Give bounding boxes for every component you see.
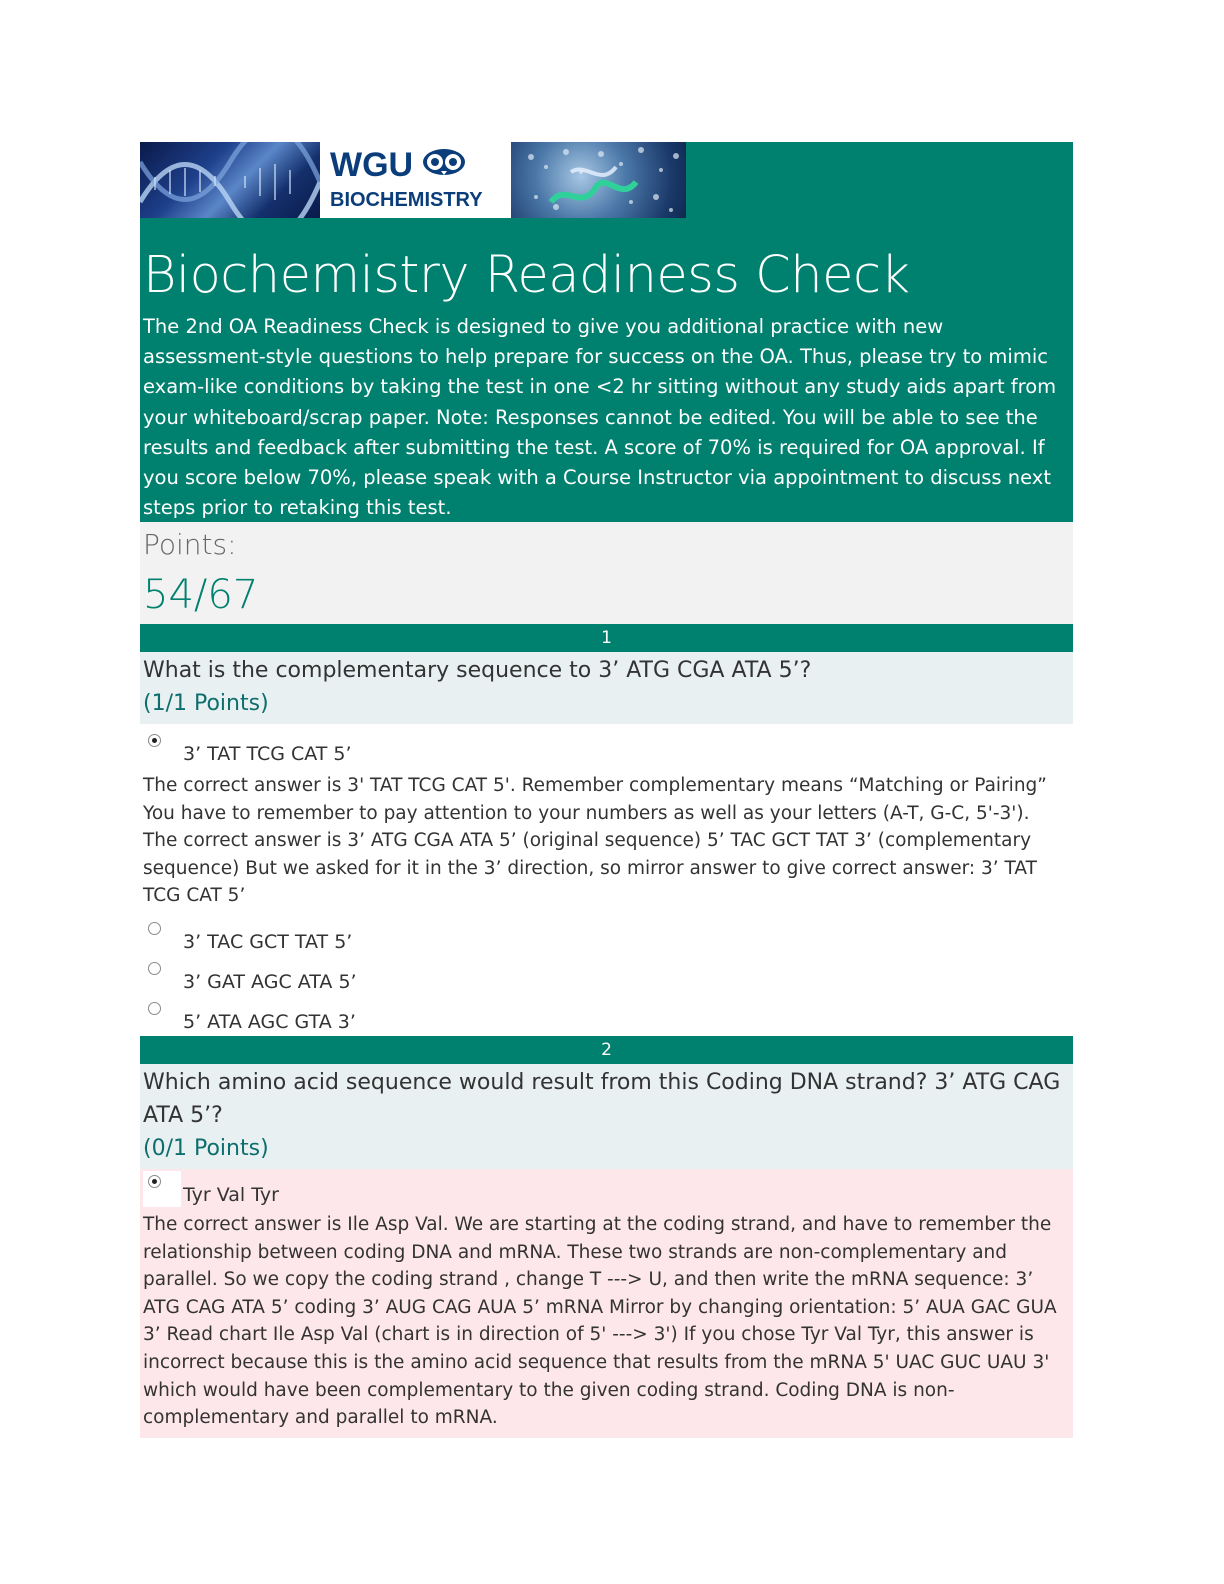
answer-feedback: The correct answer is 3' TAT TCG CAT 5'. Remember complementary means “Matching or Pairing” You have to remember to pay attention to your numbers as well as your letters (A-T, G-C, 5'-3'). The correct answer is 3’ ATG CGA ATA 5’ (original sequence) 5’ TAC GCT TAT 3’ (complementary sequence) But we asked for it in the 3’ direction, so mirror answer to give correct answer: 3’ TAT TCG CAT 5’ xyxy=(143,775,1047,907)
readiness-check-page xyxy=(140,142,1073,1438)
radio-button[interactable] xyxy=(148,922,161,935)
answer-label: 3’ GAT AGC ATA 5’ xyxy=(183,970,357,993)
radio-button[interactable] xyxy=(148,1002,161,1015)
question-1 xyxy=(140,624,1073,1036)
radio-button-selected[interactable] xyxy=(148,734,161,747)
answer-options xyxy=(140,724,1073,1036)
question-points: (0/1 Points) xyxy=(143,1135,269,1161)
owl-icon xyxy=(421,147,467,183)
answer-label: 3’ TAC GCT TAT 5’ xyxy=(183,930,353,953)
points-label: Points: xyxy=(143,528,237,561)
question-text: Which amino acid sequence would result from this Coding DNA strand? 3’ ATG CAG ATA 5’? xyxy=(143,1069,1061,1128)
question-number: 1 xyxy=(140,624,1073,652)
answer-label: 3’ TAT TCG CAT 5’ xyxy=(183,743,352,765)
intro-text: The 2nd OA Readiness Check is designed to give you additional practice with new assessment-style questions to help prepare for success on the OA. Thus, please try to mimic exam-like conditions by taking the test in one <2 hr sitting without any study aids apart from your whiteboard/scrap paper. Note: Responses cannot be edited. You will be able to see the results and feedback after submitting the test. A score of 70% is required for OA approval. If you score below 70%, please speak with a Course Instructor via appointment to discuss next steps prior to retaking this test. xyxy=(143,315,1057,520)
question-header xyxy=(140,1064,1073,1169)
wgu-logo-subtext: BIOCHEMISTRY xyxy=(330,189,483,211)
answer-option[interactable] xyxy=(140,996,1073,1036)
answer-option[interactable] xyxy=(140,916,1073,956)
header xyxy=(140,142,1073,522)
question-number: 2 xyxy=(140,1036,1073,1064)
answer-option-incorrect[interactable] xyxy=(140,1169,1073,1438)
dna-helix-image xyxy=(140,142,320,218)
points-value: 54/67 xyxy=(143,572,259,618)
wgu-logo-text: WGU xyxy=(330,146,414,184)
question-header xyxy=(140,652,1073,724)
wgu-banner xyxy=(140,142,686,218)
question-text: What is the complementary sequence to 3’ ATG CGA ATA 5’? xyxy=(143,658,812,683)
answer-options xyxy=(140,1169,1073,1438)
answer-option[interactable] xyxy=(140,956,1073,996)
protein-structure-image xyxy=(511,142,686,218)
radio-button-selected[interactable] xyxy=(148,1175,161,1188)
answer-option[interactable] xyxy=(140,728,1073,916)
page-title: Biochemistry Readiness Check xyxy=(143,246,910,305)
wgu-logo xyxy=(320,142,511,218)
answer-label: Tyr Val Tyr xyxy=(183,1183,279,1206)
answer-label: 5’ ATA AGC GTA 3’ xyxy=(183,1010,356,1033)
answer-feedback: The correct answer is Ile Asp Val. We are starting at the coding strand, and have to remember the relationship between coding DNA and mRNA. These two strands are non-complementary and parallel. So we copy the coding strand , change T ---> U, and then write the mRNA sequence: 3’ ATG CAG ATA 5’ coding 3’ AUG CAG AUA 5’ mRNA Mirror by changing orientation: 5’ AUA GAC GUA 3’ Read chart Ile Asp Val (chart is in direction of 5' ---> 3') If you chose Tyr Val Tyr, this answer is incorrect because this is the amino acid sequence that results from the mRNA 5' UAC GUC UAU 3' which would have been complementary to the given coding strand. Coding DNA is non-complementary and parallel to mRNA. xyxy=(143,1213,1057,1429)
score-summary xyxy=(140,522,1073,624)
question-points: (1/1 Points) xyxy=(143,691,269,716)
radio-button[interactable] xyxy=(148,962,161,975)
question-2 xyxy=(140,1036,1073,1438)
